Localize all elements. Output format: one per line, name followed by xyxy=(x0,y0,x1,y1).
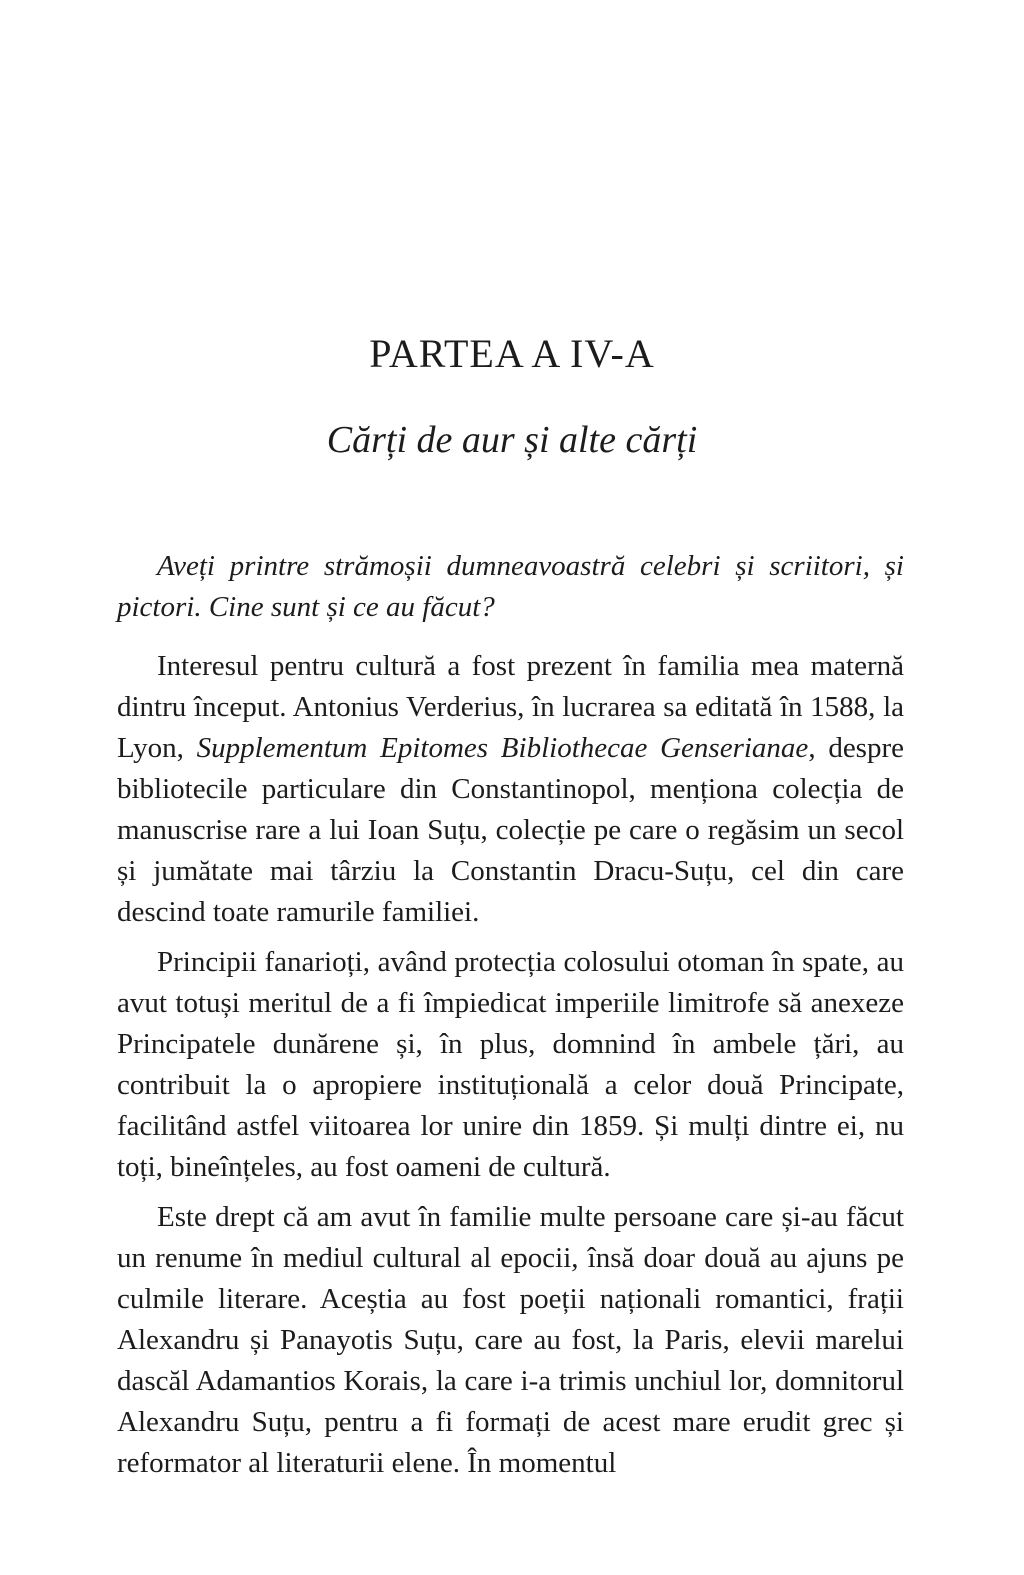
part-subtitle: Cărți de aur și alte cărți xyxy=(326,419,698,461)
interview-question: Aveți printre strămoșii dumneavoastră celebri și scriitori, și pictori. Cine sunt și ce au făcut? xyxy=(117,550,904,623)
book-title: Supplementum Epitomes Bibliothecae Genserianae xyxy=(196,732,809,764)
paragraph-1 xyxy=(117,646,904,933)
body-text xyxy=(117,546,904,1493)
part-heading: PARTEA A IV-A xyxy=(369,331,655,376)
paragraph-3: Este drept că am avut în familie multe persoane care și-au făcut un renume în mediul cultural al epocii, însă doar două au ajuns pe culmile literare. Aceștia au fost poeții naționali romantici, frații Alexandru și Panayotis Suțu, care au fost, la Paris, elevii marelui dascăl Adamantios Korais, la care i-a trimis unchiul lor, domnitorul Alexandru Suțu, pentru a fi formați de acest mare erudit grec și reformator al literaturii elene. În momentul xyxy=(117,1201,904,1479)
paragraph-2: Principii fanarioți, având protecția colosului otoman în spate, au avut totuși meritul de a fi împiedicat imperiile limitrofe să anexeze Principatele dunărene și, în plus, domnind în ambele țări, au contribuit la o apropiere instituțională a celor două Principate, facilitând astfel viitoarea lor unire din 1859. Și mulți dintre ei, nu toți, bineînțeles, au fost oameni de cultură. xyxy=(117,946,904,1183)
paragraph-1-text-start: Interesul pentru cultură a fost prezent în familia mea maternă dintru început. Antonius Verderius, în lucrarea sa editată în 1588, la Lyon, xyxy=(117,650,904,764)
paragraph-1-text-end: , despre bibliotecile particulare din Constantinopol, menționa colecția de manuscrise rare a lui Ioan Suțu, colecție pe care o regăsim un secol și jumătate mai târziu la Constantin Dracu-Suțu, cel din care descind toate ramurile familiei. xyxy=(117,732,905,928)
